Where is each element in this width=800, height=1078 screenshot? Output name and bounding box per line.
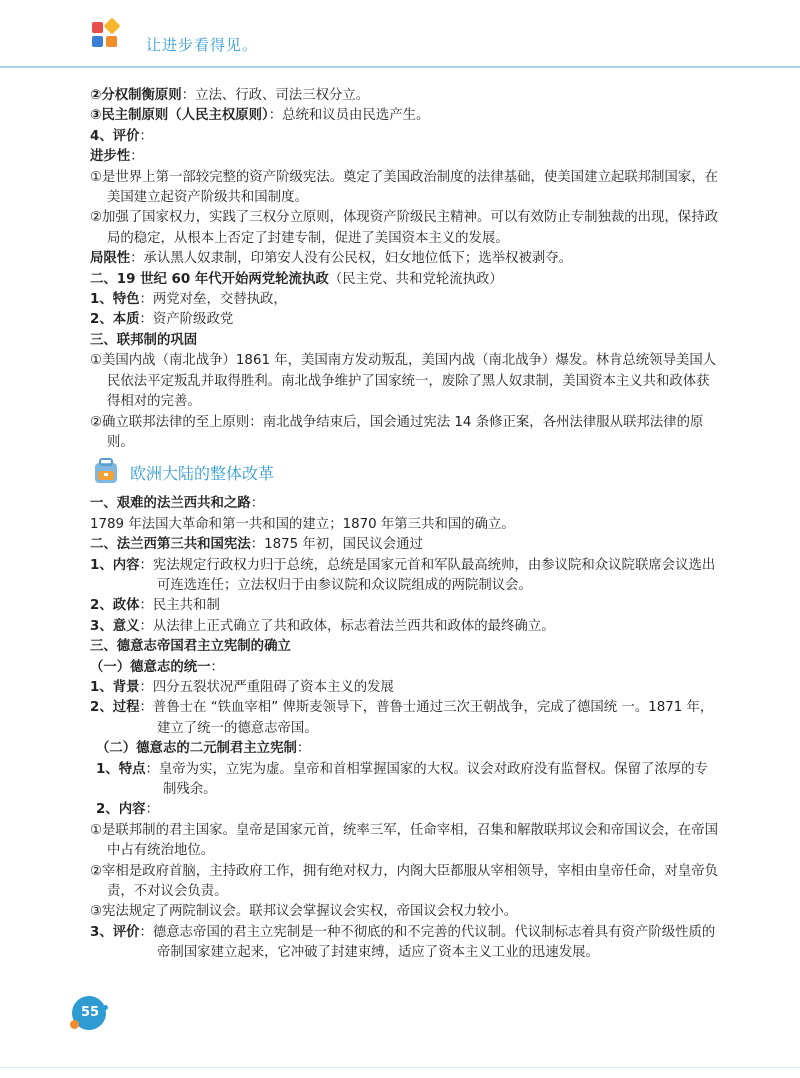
text-paragraph: ①是联邦制的君主国家。皇帝是国家元首，统率三军，任命宰相，召集和解散联邦议会和帝国议会，在帝国中占有统治地位。 [90, 822, 718, 859]
text-line: ②分权制衡原则：立法、行政、司法三权分立。 [90, 88, 370, 103]
text-line: 三、德意志帝国君主立宪制的确立 [90, 639, 291, 655]
text-line: 4、评价： [90, 128, 153, 144]
text-paragraph: ③宪法规定了两院制议会。联邦议会掌握议会实权，帝国议会权力较小。 [90, 904, 518, 920]
decor-dot-orange [70, 1020, 79, 1029]
logo-block-yellow [104, 18, 121, 35]
main-content [90, 86, 720, 964]
page-header [0, 0, 800, 68]
text-line: 1789 年法国大革命和第一共和国的建立；1870 年第三共和国的确立。 [90, 516, 515, 532]
text-paragraph: 3、评价：德意志帝国的君主立宪制是一种不彻底的和不完善的代议制。代议制标志着具有资产阶级性质的帝制国家建立起来，它冲破了封建束缚，适应了资本主义工业的迅速发展。 [90, 924, 716, 961]
section-title: 欧洲大陆的整体改革 [130, 464, 275, 484]
text-paragraph: 2、过程：普鲁士在 “铁血宰相” 俾斯麦领导下，普鲁士通过三次王朝战争，完成了德国统 一。1871 年，建立了统一的德意志帝国。 [90, 700, 714, 736]
footer-divider [0, 1067, 800, 1068]
text-paragraph: ①是世界上第一部较完整的资产阶级宪法。奠定了美国政治制度的法律基础，使美国建立起联邦制国家，在美国建立起资产阶级共和国制度。 [90, 169, 718, 206]
backpack-icon [92, 458, 120, 484]
text-line: 二、法兰西第三共和国宪法：1875 年初，国民议会通过 [90, 537, 423, 553]
text-line: （二）德意志的二元制君主立宪制： [96, 741, 311, 757]
text-paragraph: ①美国内战（南北战争）1861 年，美国南方发动叛乱，美国内战（南北战争）爆发。林肯总统领导美国人民依法平定叛乱并取得胜利。南北战争维护了国家统一，废除了黑人奴隶制，美国资本主义共和政体获得相对的完善。 [90, 353, 717, 410]
logo-block-blue [92, 36, 103, 47]
text-paragraph: ②确立联邦法律的至上原则：南北战争结束后，国会通过宪法 14 条修正案，各州法律服从联邦法律的原则。 [90, 414, 704, 450]
decor-dot-blue [103, 1005, 108, 1010]
text-paragraph: 1、特点：皇帝为实，立宪为虚。皇帝和首相掌握国家的大权。议会对政府没有监督权。保留了浓厚的专制残余。 [96, 761, 708, 797]
text-line: 1、背景：四分五裂状况严重阻碍了资本主义的发展 [90, 679, 394, 695]
text-line: 2、政体：民主共和制 [90, 598, 220, 614]
text-line: 1、特色：两党对垒，交替执政， [90, 292, 287, 308]
page-number-badge [72, 996, 106, 1030]
header-tagline: 让进步看得见。 [146, 36, 259, 54]
text-line: 二、19 世纪 60 年代开始两党轮流执政（民主党、共和党轮流执政） [90, 271, 503, 287]
logo-block-orange [106, 36, 117, 47]
text-line: （一）德意志的统一： [90, 659, 224, 675]
text-line: 2、内容： [96, 802, 159, 818]
logo-block-red [92, 22, 103, 33]
text-line: 三、联邦制的巩固 [90, 332, 198, 348]
section-heading [90, 456, 720, 486]
header-divider [0, 66, 800, 68]
text-paragraph: 1、内容：宪法规定行政权力归于总统，总统是国家元首和军队最高统帅，由参议院和众议院联席会议选出可连选连任；立法权归于由参议院和众议院组成的两院制议会。 [90, 557, 716, 593]
text-line: 2、本质：资产阶级政党 [90, 312, 234, 328]
text-line: 一、艰难的法兰西共和之路： [90, 496, 265, 512]
text-line: 进步性： [90, 149, 144, 165]
text-line: 局限性：承认黑人奴隶制，印第安人没有公民权，妇女地位低下；选举权被剥夺。 [90, 251, 573, 267]
text-paragraph: ②宰相是政府首脑，主持政府工作，拥有绝对权力，内阁大臣都服从宰相领导，宰相由皇帝任命，对皇帝负责，不对议会负责。 [90, 863, 718, 900]
text-line: 3、意义：从法律上正式确立了共和政体，标志着法兰西共和政体的最终确立。 [90, 618, 555, 634]
text-line: ③民主制原则（人民主权原则）：总统和议员由民选产生。 [90, 108, 430, 124]
text-paragraph: ②加强了国家权力，实践了三权分立原则，体现资产阶级民主精神。可以有效防止专制独裁的出现，保持政局的稳定，从根本上否定了封建专制，促进了美国资本主义的发展。 [90, 210, 718, 246]
brand-logo [92, 22, 122, 52]
page-number: 55 [81, 1005, 100, 1020]
